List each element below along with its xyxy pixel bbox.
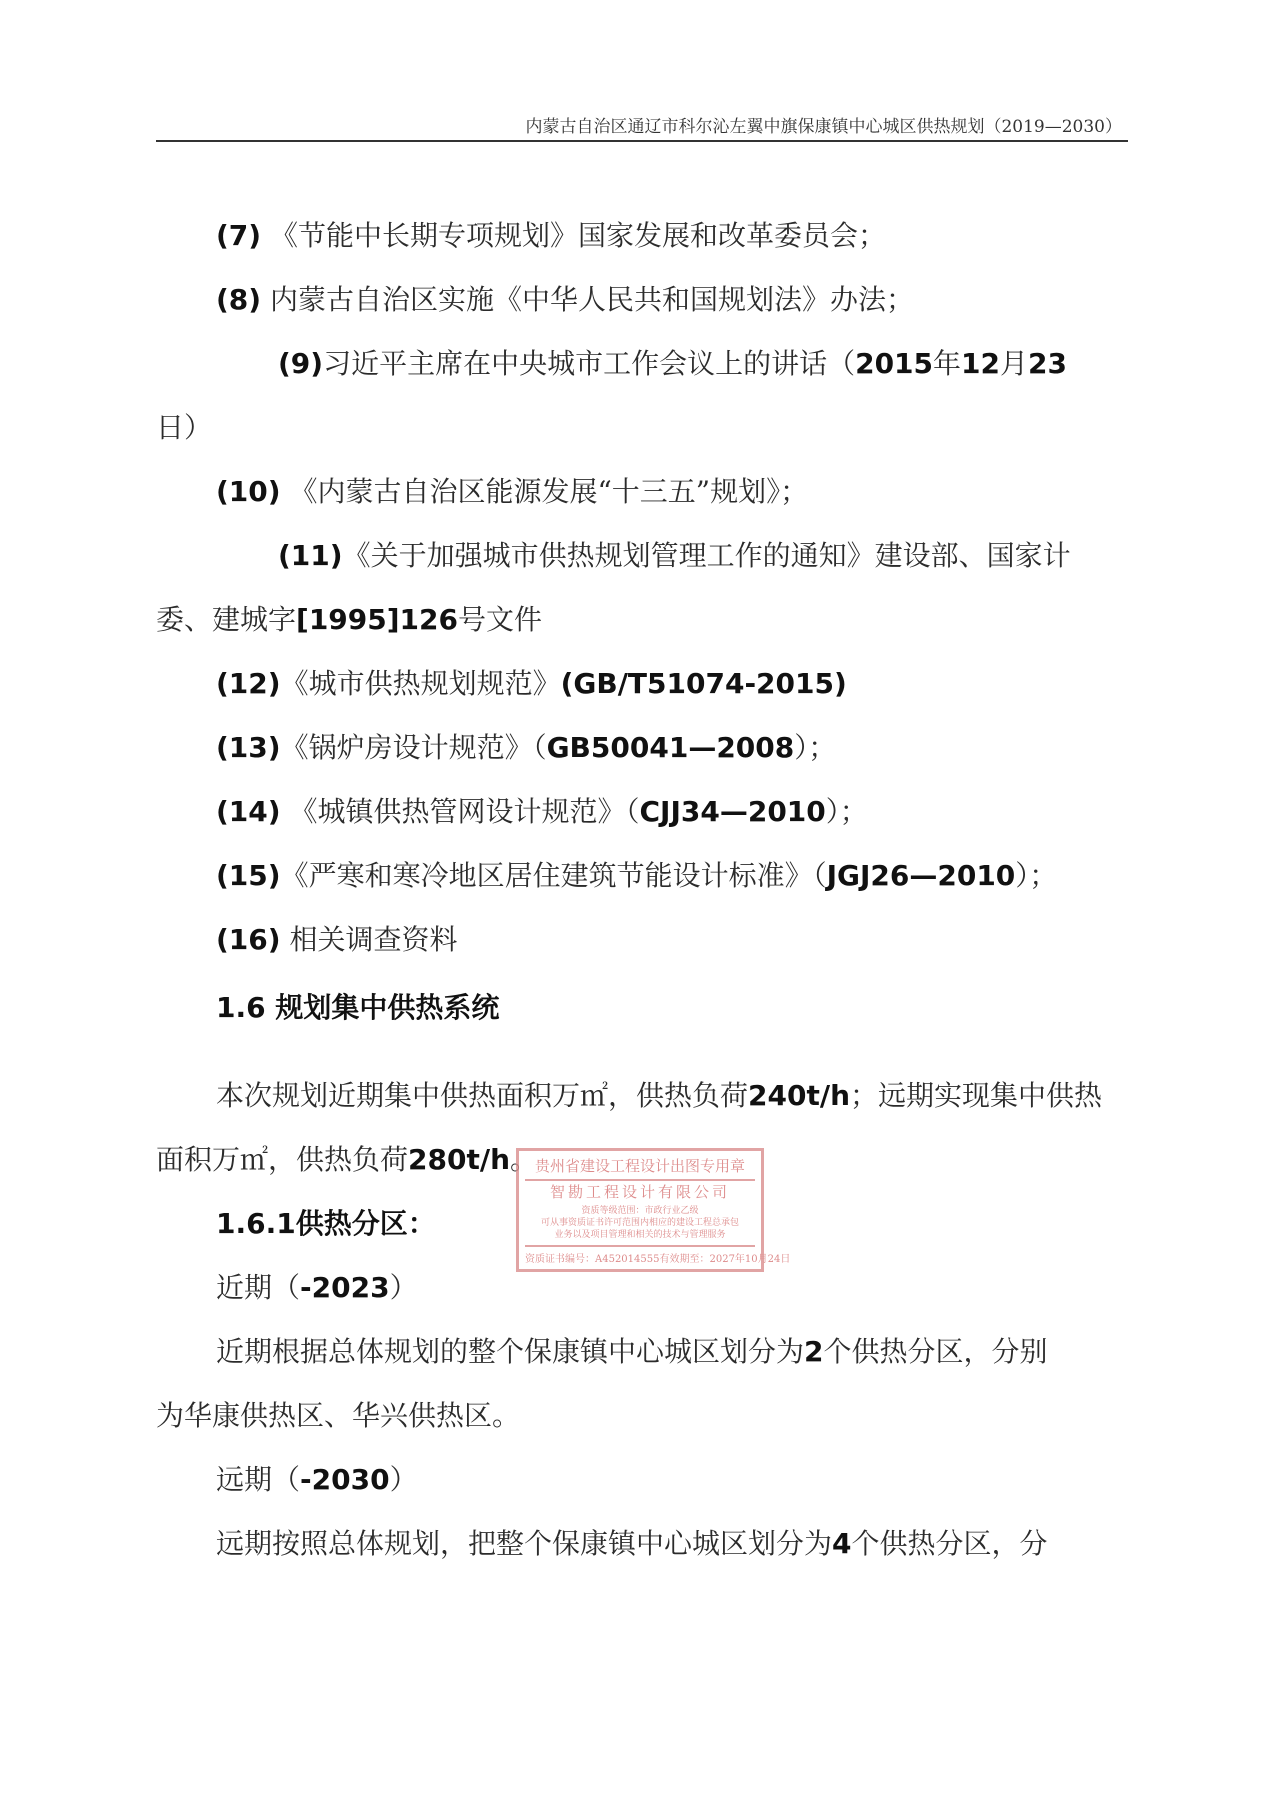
paragraph-text-tail: ；远期实现集中供热 <box>850 1079 1103 1112</box>
item-text: 内蒙古自治区实施《中华人民共和国规划法》办法； <box>269 283 914 316</box>
item-number: (13) <box>216 731 281 764</box>
item-text: 《城镇供热管网设计规范》（ <box>289 795 640 828</box>
subsection-number: 1.6.1 <box>216 1207 296 1240</box>
standard-code: JGJ26—2010 <box>826 859 1016 892</box>
header-title: 内蒙古自治区通辽市科尔沁左翼中旗保康镇中心城区供热规划（2019—2030） <box>525 117 1122 137</box>
year-value: 2015 <box>855 347 934 380</box>
period-label: 远期（ <box>216 1463 301 1496</box>
item-text-tail: ）； <box>1015 859 1058 892</box>
subsection-heading <box>216 1206 436 1242</box>
list-item-14 <box>216 794 868 830</box>
item-text: 《锅炉房设计规范》（ <box>280 731 547 764</box>
day-value: 23 <box>1028 347 1067 380</box>
section-paragraph-line-1 <box>216 1078 1102 1114</box>
list-item-9 <box>278 346 1067 382</box>
item-text-continued: 委、建城字 <box>156 603 297 636</box>
section-title: 规划集中供热系统 <box>275 991 500 1024</box>
period-year: -2030 <box>300 1463 390 1496</box>
section-heading <box>216 990 499 1026</box>
item-number: (10) <box>216 475 281 508</box>
year-unit: 年 <box>933 347 962 380</box>
near-term-label <box>216 1270 418 1306</box>
paragraph-text-tail: 个供热分区，分别 <box>823 1335 1048 1368</box>
list-item-11-continued <box>156 602 542 638</box>
list-item-15 <box>216 858 1057 894</box>
period-label: 近期（ <box>216 1271 301 1304</box>
item-text: 《关于加强城市供热规划管理工作的通知》建设部、国家计 <box>342 539 1071 572</box>
item-text-tail: ）； <box>825 795 868 828</box>
page-header <box>156 108 1128 142</box>
paragraph-text: 为华康供热区、华兴供热区。 <box>156 1399 521 1432</box>
section-number: 1.6 <box>216 991 266 1024</box>
list-item-12 <box>216 666 847 702</box>
seal-scope-1: 资质等级范围：市政行业乙级 <box>581 1206 699 1216</box>
item-number: (15) <box>216 859 281 892</box>
item-number: (7) <box>216 219 262 252</box>
near-term-paragraph-line-1 <box>216 1334 1048 1370</box>
list-item-8 <box>216 282 914 318</box>
paragraph-text: 面积万㎡，供热负荷 <box>156 1143 409 1176</box>
list-item-13 <box>216 730 836 766</box>
item-text-continued: 日） <box>156 411 213 444</box>
document-code: [1995]126 <box>296 603 458 636</box>
seal-certificate: 资质证书编号：A452014555有效期至：2027年10月24日 <box>525 1245 755 1265</box>
item-text-tail: ）； <box>794 731 837 764</box>
long-term-label <box>216 1462 418 1498</box>
period-close: ） <box>389 1271 418 1304</box>
period-year: -2023 <box>300 1271 390 1304</box>
paragraph-text-tail: 个供热分区，分 <box>851 1527 1048 1560</box>
item-number: (12) <box>216 667 281 700</box>
subsection-title: 供热分区： <box>295 1207 436 1240</box>
month-unit: 月 <box>1000 347 1029 380</box>
seal-scope-2: 可从事资质证书许可范围内相应的建设工程总承包 <box>540 1218 739 1228</box>
paragraph-text: 本次规划近期集中供热面积万㎡，供热负荷 <box>216 1079 749 1112</box>
item-number: (11) <box>278 539 343 572</box>
section-paragraph-line-2 <box>156 1142 538 1178</box>
item-text-tail: 号文件 <box>458 603 543 636</box>
standard-code: CJJ34—2010 <box>639 795 826 828</box>
list-item-11 <box>278 538 1071 574</box>
item-number: (16) <box>216 923 281 956</box>
paragraph-text: 近期根据总体规划的整个保康镇中心城区划分为 <box>216 1335 805 1368</box>
month-value: 12 <box>961 347 1001 380</box>
item-number: (14) <box>216 795 281 828</box>
item-number: (9) <box>278 347 324 380</box>
item-text: 习近平主席在中央城市工作会议上的讲话（ <box>323 347 856 380</box>
paragraph-text: 远期按照总体规划，把整个保康镇中心城区划分为 <box>216 1527 833 1560</box>
list-item-16 <box>216 922 457 958</box>
heat-load-far: 280t/h <box>408 1143 511 1176</box>
design-seal-stamp <box>516 1148 791 1272</box>
item-text: 相关调查资料 <box>289 923 458 956</box>
list-item-7 <box>216 218 886 254</box>
zone-count: 4 <box>832 1527 852 1560</box>
long-term-paragraph-line-1 <box>216 1526 1048 1562</box>
near-term-paragraph-line-2 <box>156 1398 520 1434</box>
item-number: (8) <box>216 283 262 316</box>
seal-company: 智勘工程设计有限公司 <box>549 1183 730 1201</box>
paragraph-text-tail: 。 <box>510 1143 539 1176</box>
list-item-10 <box>216 474 808 510</box>
period-close: ） <box>389 1463 418 1496</box>
heat-load-near: 240t/h <box>748 1079 851 1112</box>
seal-scope-3: 业务以及项目管理和相关的技术与管理服务 <box>554 1230 726 1240</box>
seal-title: 贵州省建设工程设计出图专用章 <box>525 1155 755 1181</box>
item-text: 《严寒和寒冷地区居住建筑节能设计标准》（ <box>280 859 827 892</box>
item-text: 《城市供热规划规范》 <box>280 667 561 700</box>
item-text: 《节能中长期专项规划》国家发展和改革委员会； <box>269 219 886 252</box>
standard-code: (GB/T51074-2015) <box>560 667 847 700</box>
item-text: 《内蒙古自治区能源发展“十三五”规划》； <box>289 475 809 508</box>
list-item-9-continued <box>156 410 212 446</box>
standard-code: GB50041—2008 <box>546 731 795 764</box>
zone-count: 2 <box>804 1335 824 1368</box>
